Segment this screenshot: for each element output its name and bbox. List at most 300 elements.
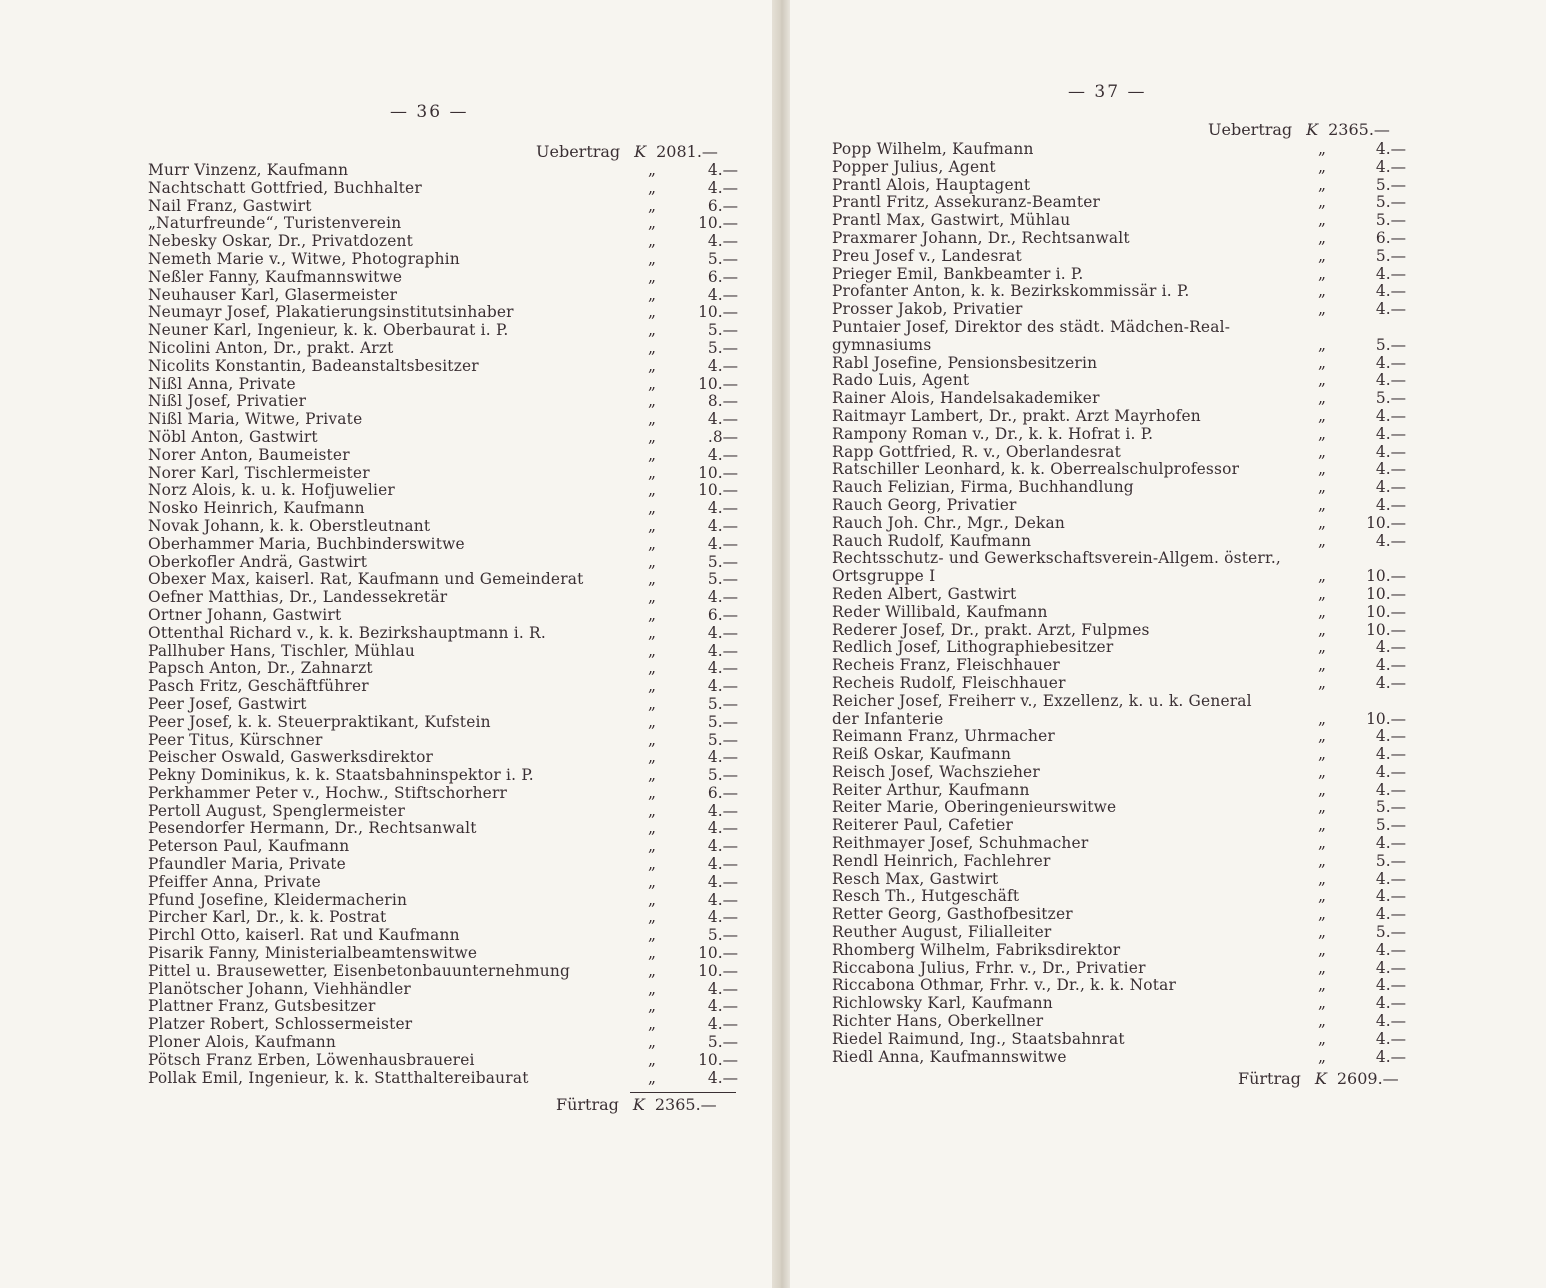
list-item [148,607,738,625]
list-item [148,340,738,358]
list-item [148,998,738,1016]
list-item [832,1049,1407,1067]
entry-amount: 4.— [707,819,738,838]
entry-name: Obexer Max, kaiserl. Rat, Kaufmann und Gemeinderat [148,570,584,589]
ditto-mark: „ [648,1068,656,1087]
entry-amount: 4.— [1375,140,1406,158]
entry-amount: 5.— [707,1033,738,1052]
ditto-mark: „ [1318,727,1326,746]
entry-name: Ortsgruppe I [832,567,936,586]
ditto-mark: „ [1318,389,1326,408]
ditto-mark: „ [648,214,656,233]
entry-name: Norz Alois, k. u. k. Hofjuwelier [148,481,395,500]
list-item [148,874,738,892]
list-item [832,177,1407,195]
ditto-mark: „ [648,481,656,500]
list-item [148,554,738,572]
entry-amount: 4.— [707,445,738,464]
entry-name: Murr Vinzenz, Kaufmann [148,161,349,179]
entry-name: Neßler Fanny, Kaufmannswitwe [148,267,403,286]
ditto-mark: „ [648,748,656,767]
entry-amount: 4.— [1375,264,1406,283]
list-item [832,711,1407,729]
ditto-mark: „ [648,872,656,891]
ditto-mark: „ [1318,1047,1326,1066]
ditto-mark: „ [1318,211,1326,230]
ditto-mark: „ [1318,780,1326,799]
entry-name: Retter Georg, Gasthofbesitzer [832,905,1073,924]
list-item [832,319,1407,337]
ditto-mark: „ [648,588,656,607]
entry-name: Peterson Paul, Kaufmann [148,837,350,856]
list-item [832,657,1407,675]
book-gutter [772,0,790,1288]
ditto-mark: „ [1318,834,1326,853]
entry-name: Ploner Alois, Kaufmann [148,1033,336,1052]
list-item [832,977,1407,995]
entry-name: Pfeiffer Anna, Private [148,872,321,891]
list-item [832,266,1407,284]
entry-name: Reiter Marie, Oberingenieurswitwe [832,798,1117,817]
list-item [832,568,1407,586]
entry-name: Reithmayer Josef, Schuhmacher [832,834,1089,853]
entry-amount: 4.— [707,677,738,696]
list-item [148,571,738,589]
ditto-mark: „ [648,1015,656,1034]
entry-amount: 4.— [707,997,738,1016]
ditto-mark: „ [648,463,656,482]
entry-name: Recheis Franz, Fleischhauer [832,656,1060,675]
entry-amount: 4.— [1375,958,1406,977]
entry-name: Richlowsky Karl, Kaufmann [832,994,1053,1013]
entry-name: Neuner Karl, Ingenieur, k. k. Oberbaurat i. P. [148,321,509,340]
ditto-mark: „ [1318,869,1326,888]
ditto-mark: „ [1318,246,1326,265]
entry-amount: 4.— [707,623,738,642]
entry-name: Oberkofler Andrä, Gastwirt [148,552,368,571]
entry-name: Nicolini Anton, Dr., prakt. Arzt [148,338,394,357]
ditto-mark: „ [648,374,656,393]
list-item [148,909,738,927]
entry-name: Popp Wilhelm, Kaufmann [832,140,1034,158]
list-item [148,696,738,714]
entry-name: Oefner Matthias, Dr., Landessekretär [148,588,448,607]
ditto-mark: „ [648,730,656,749]
ditto-mark: „ [1318,798,1326,817]
currency-symbol: K [1306,120,1319,139]
ditto-mark: „ [1318,193,1326,212]
entry-name: Papsch Anton, Dr., Zahnarzt [148,659,373,678]
list-item [148,198,738,216]
carry-out-amount: 2609.— [1336,1069,1399,1088]
entry-name: „Naturfreunde“, Turistenverein [148,214,402,233]
entry-amount: 6.— [707,267,738,286]
entry-name: Pirchl Otto, kaiserl. Rat und Kaufmann [148,926,460,945]
ditto-mark: „ [1318,567,1326,586]
entry-name: Riedl Anna, Kaufmannswitwe [832,1047,1067,1066]
entry-name: gymnasiums [832,335,932,354]
entry-amount: 4.— [707,499,738,518]
entry-name: Nißl Anna, Private [148,374,296,393]
ditto-mark: „ [1318,745,1326,764]
subscriber-list [148,162,738,1087]
entry-name: Reuther August, Filialleiter [832,923,1052,942]
list-item [832,248,1407,266]
list-item [148,625,738,643]
currency-symbol: K [632,1095,645,1114]
entry-amount: 10.— [1366,567,1406,586]
entry-amount: 4.— [1375,887,1406,906]
entry-amount: 4.— [1375,994,1406,1013]
entry-name: Nißl Maria, Witwe, Private [148,410,363,429]
ditto-mark: „ [1318,673,1326,692]
entry-amount: 4.— [707,410,738,429]
ditto-mark: „ [648,338,656,357]
entry-amount: 4.— [707,1015,738,1034]
entry-name: Rado Luis, Agent [832,371,970,390]
entry-amount: 4.— [1375,762,1406,781]
entry-amount: 4.— [1375,157,1406,176]
entry-amount: 4.— [707,588,738,607]
entry-name: Nißl Josef, Privatier [148,392,307,411]
entry-amount: 4.— [707,1068,738,1087]
entry-name: Peer Josef, k. k. Steuerpraktikant, Kufstein [148,712,491,731]
list-item [832,799,1407,817]
list-item [148,518,738,536]
entry-amount: 4.— [1375,638,1406,657]
entry-name: Prantl Fritz, Assekuranz-Beamter [832,193,1101,212]
ditto-mark: „ [1318,994,1326,1013]
entry-amount: 10.— [1366,602,1406,621]
list-item [148,714,738,732]
ditto-mark: „ [648,552,656,571]
entry-name: Ottenthal Richard v., k. k. Bezirkshauptmann i. R. [148,623,546,642]
ditto-mark: „ [648,1050,656,1069]
list-item [832,746,1407,764]
list-item [148,963,738,981]
ditto-mark: „ [1318,228,1326,247]
entry-name: Praxmarer Johann, Dr., Rechtsanwalt [832,228,1130,247]
ditto-mark: „ [1318,709,1326,728]
list-item [832,212,1407,230]
ditto-mark: „ [648,303,656,322]
entry-amount: 4.— [1375,442,1406,461]
entry-amount: 5.— [707,730,738,749]
entry-amount: 10.— [698,374,738,393]
entry-name: Ratschiller Leonhard, k. k. Oberrealschulprofessor [832,460,1240,479]
list-item [832,408,1407,426]
entry-name: Norer Anton, Baumeister [148,445,350,464]
entry-amount: 4.— [1375,353,1406,372]
entry-name: Reicher Josef, Freiherr v., Exzellenz, k. u. k. General [832,691,1252,710]
ditto-mark: „ [648,499,656,518]
list-item [148,856,738,874]
entry-amount: 4.— [1375,460,1406,479]
list-item [832,372,1407,390]
entry-name: Pasch Fritz, Geschäftführer [148,677,369,696]
entry-name: Reder Willibald, Kaufmann [832,602,1048,621]
list-item [832,906,1407,924]
entry-name: Rendl Heinrich, Fachlehrer [832,851,1051,870]
ditto-mark: „ [648,161,656,179]
ditto-mark: „ [648,694,656,713]
ditto-mark: „ [1318,905,1326,924]
list-item [148,287,738,305]
list-item [148,785,738,803]
list-item [832,728,1407,746]
entry-amount: 4.— [707,178,738,197]
entry-name: Peischer Oswald, Gaswerksdirektor [148,748,434,767]
entry-name: Raitmayr Lambert, Dr., prakt. Arzt Mayrhofen [832,406,1201,425]
entry-name: Plattner Franz, Gutsbesitzer [148,997,376,1016]
ditto-mark: „ [1318,157,1326,176]
ditto-mark: „ [1318,923,1326,942]
list-item [148,1070,738,1088]
entry-amount: 5.— [707,766,738,785]
ditto-mark: „ [1318,976,1326,995]
carry-in-label: Uebertrag [1208,120,1293,139]
entry-amount: 5.— [707,249,738,268]
ditto-mark: „ [648,392,656,411]
list-item [148,945,738,963]
list-item [148,393,738,411]
ditto-mark: „ [648,356,656,375]
entry-amount: 4.— [1375,1029,1406,1048]
ditto-mark: „ [648,285,656,304]
entry-amount: 10.— [698,463,738,482]
entry-name: Rabl Josefine, Pensionsbesitzerin [832,353,1098,372]
entry-name: Rederer Josef, Dr., prakt. Arzt, Fulpmes [832,620,1150,639]
entry-name: Pisarik Fanny, Ministerialbeamtenswitwe [148,944,478,963]
entry-name: Platzer Robert, Schlossermeister [148,1015,413,1034]
list-item [148,767,738,785]
ditto-mark: „ [1318,353,1326,372]
entry-name: Rainer Alois, Handelsakademiker [832,389,1100,408]
ditto-mark: „ [1318,264,1326,283]
carry-out [556,1095,717,1114]
list-item [148,482,738,500]
entry-amount: 4.— [707,232,738,251]
list-item [832,337,1407,355]
currency-symbol: K [1314,1069,1327,1088]
entry-amount: 5.— [1375,211,1406,230]
entry-amount: 5.— [1375,389,1406,408]
ditto-mark: „ [1318,584,1326,603]
ditto-mark: „ [648,534,656,553]
entry-name: Prantl Alois, Hauptagent [832,175,1031,194]
ditto-mark: „ [1318,1029,1326,1048]
entry-name: Nail Franz, Gastwirt [148,196,312,215]
list-item [832,461,1407,479]
list-item [832,853,1407,871]
entry-amount: 5.— [1375,335,1406,354]
list-item [832,960,1407,978]
list-item [832,355,1407,373]
ditto-mark: „ [648,926,656,945]
ditto-mark: „ [1318,371,1326,390]
ditto-mark: „ [648,267,656,286]
entry-amount: 5.— [707,338,738,357]
entry-name: Neuhauser Karl, Glasermeister [148,285,398,304]
ditto-mark: „ [648,908,656,927]
carry-in-label: Uebertrag [536,142,621,161]
entry-name: Reden Albert, Gastwirt [832,584,1017,603]
ditto-mark: „ [1318,300,1326,319]
ditto-mark: „ [1318,638,1326,657]
entry-amount: 4.— [707,748,738,767]
ditto-mark: „ [648,516,656,535]
entry-amount: 10.— [1366,513,1406,532]
list-item [832,1013,1407,1031]
carry-in-amount: 2365.— [1328,120,1390,139]
entry-amount: 10.— [1366,709,1406,728]
entry-amount: 4.— [1375,300,1406,319]
ditto-mark: „ [1318,620,1326,639]
list-item [148,749,738,767]
ditto-mark: „ [1318,424,1326,443]
entry-amount: 10.— [698,944,738,963]
ditto-mark: „ [648,445,656,464]
ditto-mark: „ [648,659,656,678]
ditto-mark: „ [1318,656,1326,675]
carry-out-amount: 2365.— [654,1095,717,1114]
entry-name: Peer Titus, Kürschner [148,730,323,749]
entry-amount: 5.— [707,926,738,945]
list-item [832,283,1407,301]
list-item [148,233,738,251]
entry-name: der Infanterie [832,709,944,728]
carry-out [1238,1069,1399,1088]
list-item [832,426,1407,444]
entry-amount: 10.— [698,961,738,980]
list-item [148,536,738,554]
carry-in [536,142,718,161]
ditto-mark: „ [1318,851,1326,870]
list-item [148,838,738,856]
ditto-mark: „ [1318,460,1326,479]
entry-amount: 4.— [1375,282,1406,301]
entry-name: Rauch Joh. Chr., Mgr., Dekan [832,513,1066,532]
ditto-mark: „ [648,605,656,624]
carry-in [1208,120,1390,139]
ditto-mark: „ [1318,940,1326,959]
ditto-mark: „ [1318,282,1326,301]
entry-name: Nöbl Anton, Gastwirt [148,427,318,446]
list-item [832,444,1407,462]
list-item [832,604,1407,622]
entry-name: Reiter Arthur, Kaufmann [832,780,1030,799]
entry-name: Norer Karl, Tischlermeister [148,463,370,482]
entry-name: Prosser Jakob, Privatier [832,300,1023,319]
entry-name: Ortner Johann, Gastwirt [148,605,342,624]
entry-name: Pfund Josefine, Kleidermacherin [148,890,408,909]
entry-amount: 4.— [707,161,738,179]
entry-name: Reimann Franz, Uhrmacher [832,727,1055,746]
ditto-mark: „ [648,178,656,197]
list-item [832,159,1407,177]
list-item [832,586,1407,604]
entry-amount: 4.— [1375,656,1406,675]
list-item [832,550,1407,568]
entry-amount: 4.— [707,890,738,909]
entry-name: Reiß Oskar, Kaufmann [832,745,1012,764]
entry-name: Prieger Emil, Bankbeamter i. P. [832,264,1084,283]
entry-name: Nachtschatt Gottfried, Buchhalter [148,178,422,197]
list-item [832,622,1407,640]
ditto-mark: „ [648,1033,656,1052]
entry-name: Pesendorfer Hermann, Dr., Rechtsanwalt [148,819,477,838]
ditto-mark: „ [648,321,656,340]
ditto-mark: „ [1318,406,1326,425]
entry-name: Rampony Roman v., Dr., k. k. Hofrat i. P. [832,424,1154,443]
entry-amount: 4.— [707,872,738,891]
list-item [148,162,738,180]
entry-amount: 10.— [1366,620,1406,639]
entry-name: Rauch Felizian, Firma, Buchhandlung [832,478,1134,497]
entry-name: Oberhammer Maria, Buchbinderswitwe [148,534,465,553]
list-item [148,358,738,376]
entry-amount: 4.— [1375,424,1406,443]
ditto-mark: „ [648,944,656,963]
list-item [148,429,738,447]
ditto-mark: „ [1318,140,1326,158]
list-item [832,390,1407,408]
list-item [832,782,1407,800]
entry-amount: 4.— [1375,727,1406,746]
entry-amount: 4.— [1375,531,1406,550]
list-item [148,1034,738,1052]
entry-amount: 4.— [1375,673,1406,692]
list-item [832,675,1407,693]
entry-name: Resch Max, Gastwirt [832,869,999,888]
list-item [148,251,738,269]
ditto-mark: „ [648,410,656,429]
sum-rule [630,1092,736,1093]
entry-amount: .8— [707,427,738,446]
entry-name: Riccabona Julius, Frhr. v., Dr., Privatier [832,958,1146,977]
list-item [832,817,1407,835]
entry-amount: 4.— [1375,869,1406,888]
carry-out-label: Fürtrag [1238,1069,1301,1088]
ditto-mark: „ [1318,175,1326,194]
entry-amount: 8.— [707,392,738,411]
list-item [148,732,738,750]
entry-name: Reisch Josef, Wachszieher [832,762,1040,781]
entry-name: Rauch Rudolf, Kaufmann [832,531,1032,550]
entry-amount: 5.— [1375,923,1406,942]
list-item [148,678,738,696]
list-item [148,447,738,465]
entry-amount: 6.— [707,605,738,624]
ditto-mark: „ [1318,958,1326,977]
list-item [148,376,738,394]
list-item [148,180,738,198]
ditto-mark: „ [648,961,656,980]
entry-amount: 4.— [707,908,738,927]
list-item [148,660,738,678]
entry-amount: 5.— [1375,798,1406,817]
entry-amount: 4.— [1375,478,1406,497]
ditto-mark: „ [648,979,656,998]
entry-amount: 4.— [707,659,738,678]
entry-name: Nicolits Konstantin, Badeanstaltsbesitzer [148,356,479,375]
list-item [832,639,1407,657]
entry-name: Redlich Josef, Lithographiebesitzer [832,638,1114,657]
list-item [832,835,1407,853]
entry-name: Pallhuber Hans, Tischler, Mühlau [148,641,416,660]
entry-amount: 5.— [707,552,738,571]
ditto-mark: „ [1318,816,1326,835]
